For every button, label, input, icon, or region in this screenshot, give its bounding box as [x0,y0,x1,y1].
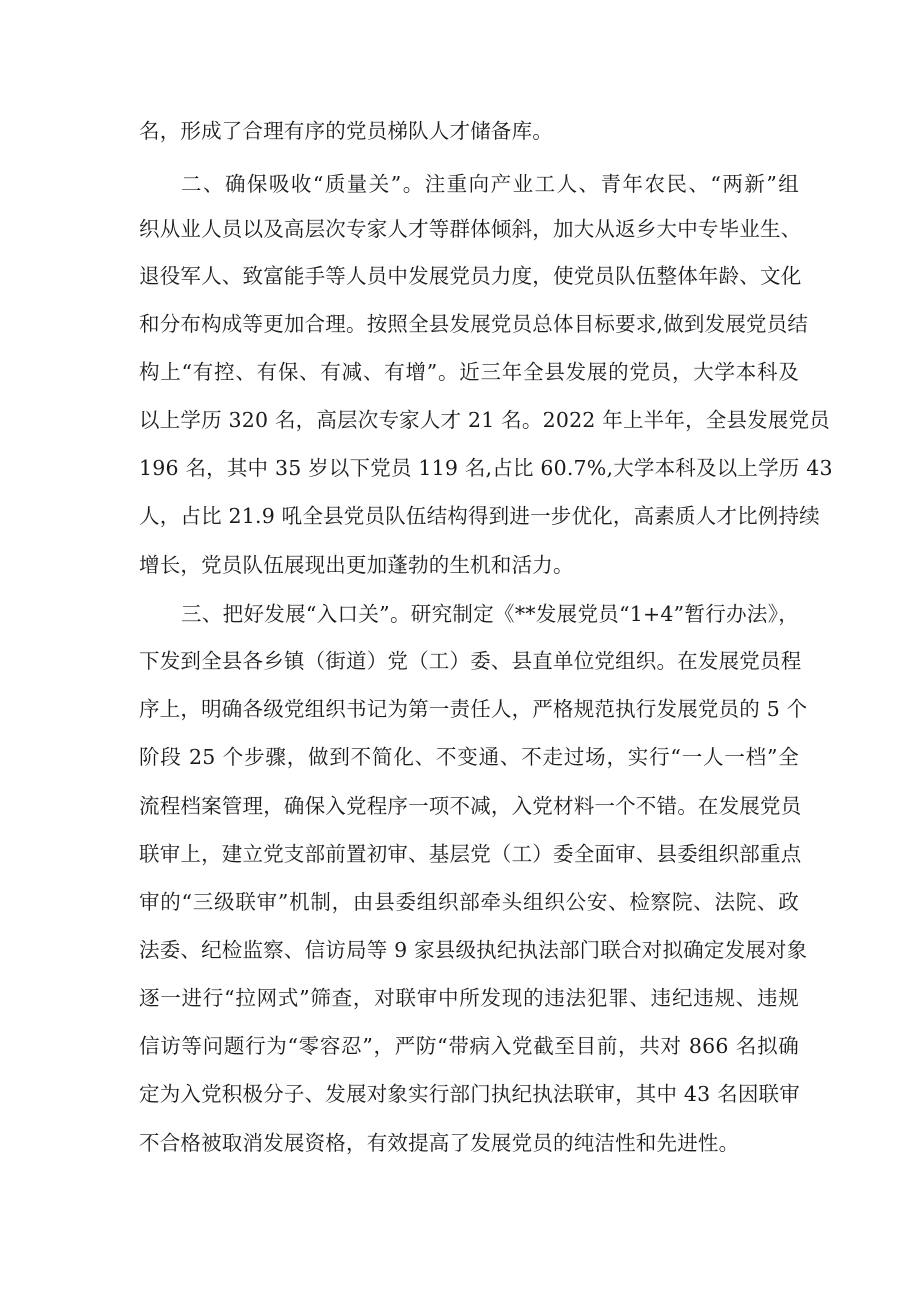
paragraph-3-line-2: 下发到全县各乡镇（街道）党（工）委、县直单位党组织。在发展党员程 [139,649,802,673]
paragraph-3-line-9: 逐一进行“拉网式”筛查，对联审中所发现的违法犯罪、违纪违规、违规 [139,986,799,1010]
paragraph-3-line-12: 不合格被取消发展资格，有效提高了发展党员的纯洁性和先进性。 [139,1131,740,1155]
paragraph-2-line-5: 构上“有控、有保、有减、有增”。近三年全县发展的党员，大学本科及 [139,360,799,384]
paragraph-2-line-4: 和分布构成等更加合理。按照全县发展党员总体目标要求,做到发展党员结 [139,312,809,336]
paragraph-3-line-7: 审的“三级联审”机制，由县委组织部牵头组织公安、检察院、法院、政 [139,890,799,914]
paragraph-2-line-3: 退役军人、致富能手等人员中发展党员力度，使党员队伍整体年龄、文化 [139,264,802,288]
paragraph-3-line-5: 流程档案管理，确保入党程序一项不减，入党材料一个不错。在发展党员 [139,794,802,818]
paragraph-2-line-7: 196 名，其中 35 岁以下党员 119 名,占比 60.7%,大学本科及以上学历 43 [139,456,833,480]
paragraph-3-line-10: 信访等问题行为“零容忍”，严防“带病入党截至目前，共对 866 名拟确 [139,1034,799,1058]
paragraph-3-line-6: 联审上，建立党支部前置初审、基层党（工）委全面审、县委组织部重点 [139,842,802,866]
paragraph-2-line-2: 织从业人员以及高层次专家人才等群体倾斜，加大从返乡大中专毕业生、 [139,217,802,241]
paragraph-2-line-6: 以上学历 320 名，高层次专家人才 21 名。2022 年上半年，全县发展党员 [139,408,830,432]
paragraph-2-line-9: 增长，党员队伍展现出更加蓬勃的生机和活力。 [139,553,574,577]
paragraph-3-line-11: 定为入党积极分子、发展对象实行部门执纪执法联审，其中 43 名因联审 [139,1082,800,1106]
paragraph-2-line-1: 二、确保吸收“质量关”。注重向产业工人、青年农民、“两新”组 [181,172,799,196]
paragraph-1-line-1: 名，形成了合理有序的党员梯队人才储备库。 [139,119,553,143]
paragraph-3-line-8: 法委、纪检监察、信访局等 9 家县级执纪执法部门联合对拟确定发展对象 [139,938,808,962]
paragraph-2-line-8: 人，占比 21.9 吼全县党员队伍结构得到进一步优化，高素质人才比例持续 [139,504,820,528]
paragraph-3-line-1: 三、把好发展“入口关”。研究制定《**发展党员“1+4”暂行办法》， [181,602,799,626]
paragraph-3-line-4: 阶段 25 个步骤，做到不简化、不变通、不走过场，实行“一人一档”全 [139,745,799,769]
paragraph-3-line-3: 序上，明确各级党组织书记为第一责任人，严格规范执行发展党员的 5 个 [139,697,808,721]
